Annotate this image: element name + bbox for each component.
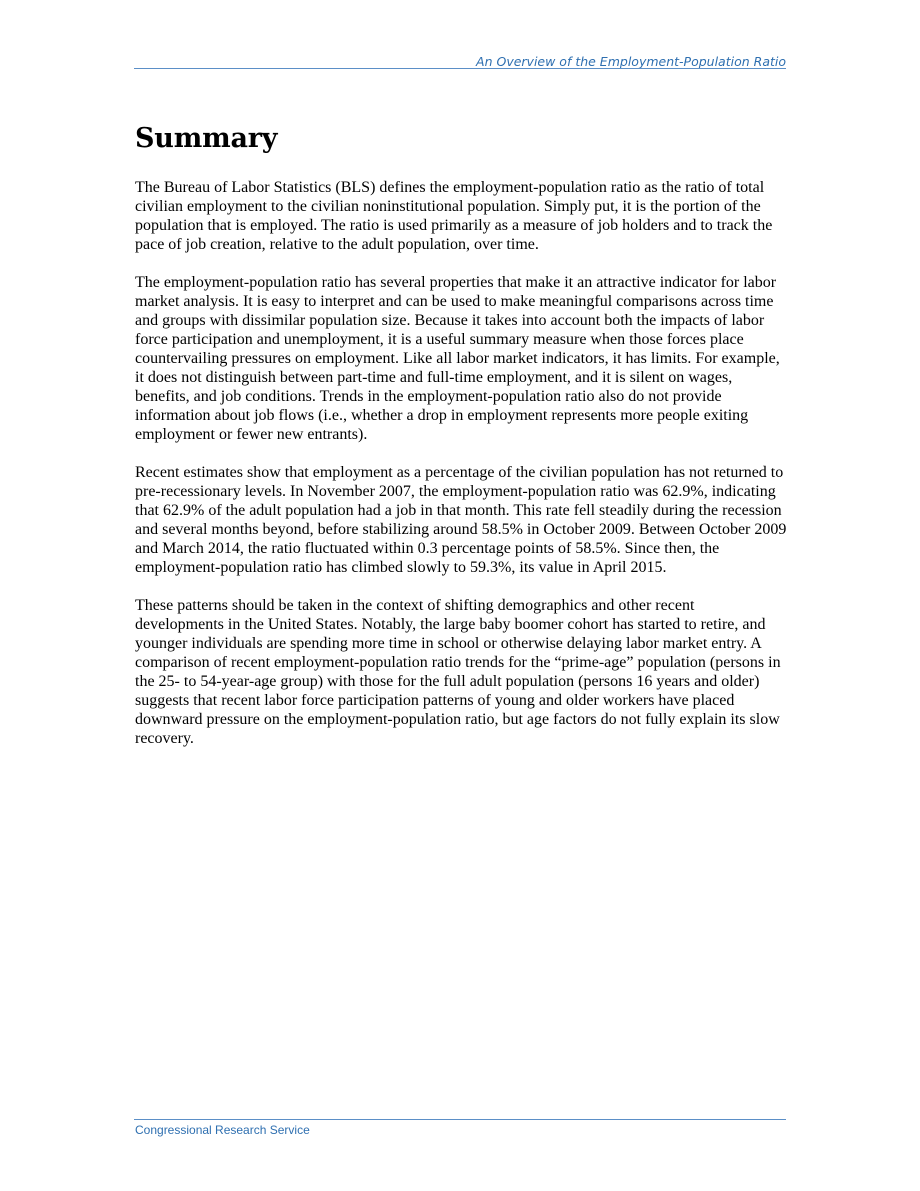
paragraph-demographics: These patterns should be taken in the context of shifting demographics and other recent developments in the United States. Notably, the large baby boomer cohort has started to retire, and younger individuals are spending more time in school or otherwise delaying labor market entry. A comparison of recent employment-population ratio trends for the “prime-age” population (persons in the 25- to 54-year-age group) with those for the full adult population (persons 16 years and older) suggests that recent labor force participation patterns of young and older workers have placed downward pressure on the employment-population ratio, but age factors do not fully explain its slow recovery.: [135, 597, 781, 747]
paragraph-properties: The employment-population ratio has several properties that make it an attractive indicator for labor market analysis. It is easy to interpret and can be used to make meaningful comparisons across time and groups with dissimilar population size. Because it takes into account both the impacts of labor force participation and unemployment, it is a useful summary measure when those forces place countervailing pressures on employment. Like all labor market indicators, it has limits. For example, it does not distinguish between part-time and full-time employment, and it is silent on wages, benefits, and job conditions. Trends in the employment-population ratio also do not provide information about job flows (i.e., whether a drop in employment represents more people exiting employment or fewer new entrants).: [135, 274, 780, 443]
footer-divider: [134, 1119, 786, 1120]
page-title: Summary: [135, 123, 278, 154]
running-header: An Overview of the Employment-Population Ratio: [476, 54, 786, 69]
header-divider: [134, 68, 786, 69]
footer-organization: Congressional Research Service: [135, 1123, 310, 1137]
summary-body: [135, 178, 787, 767]
paragraph-definition: The Bureau of Labor Statistics (BLS) defines the employment-population ratio as the ratio of total civilian employment to the civilian noninstitutional population. Simply put, it is the portion of the population that is employed. The ratio is used primarily as a measure of job holders and to track the pace of job creation, relative to the adult population, over time.: [135, 179, 773, 253]
paragraph-recent-estimates: Recent estimates show that employment as a percentage of the civilian population has not returned to pre-recessionary levels. In November 2007, the employment-population ratio was 62.9%, indicating that 62.9% of the adult population had a job in that month. This rate fell steadily during the recession and several months beyond, before stabilizing around 58.5% in October 2009. Between October 2009 and March 2014, the ratio fluctuated within 0.3 percentage points of 58.5%. Since then, the employment-population ratio has climbed slowly to 59.3%, its value in April 2015.: [135, 464, 787, 576]
